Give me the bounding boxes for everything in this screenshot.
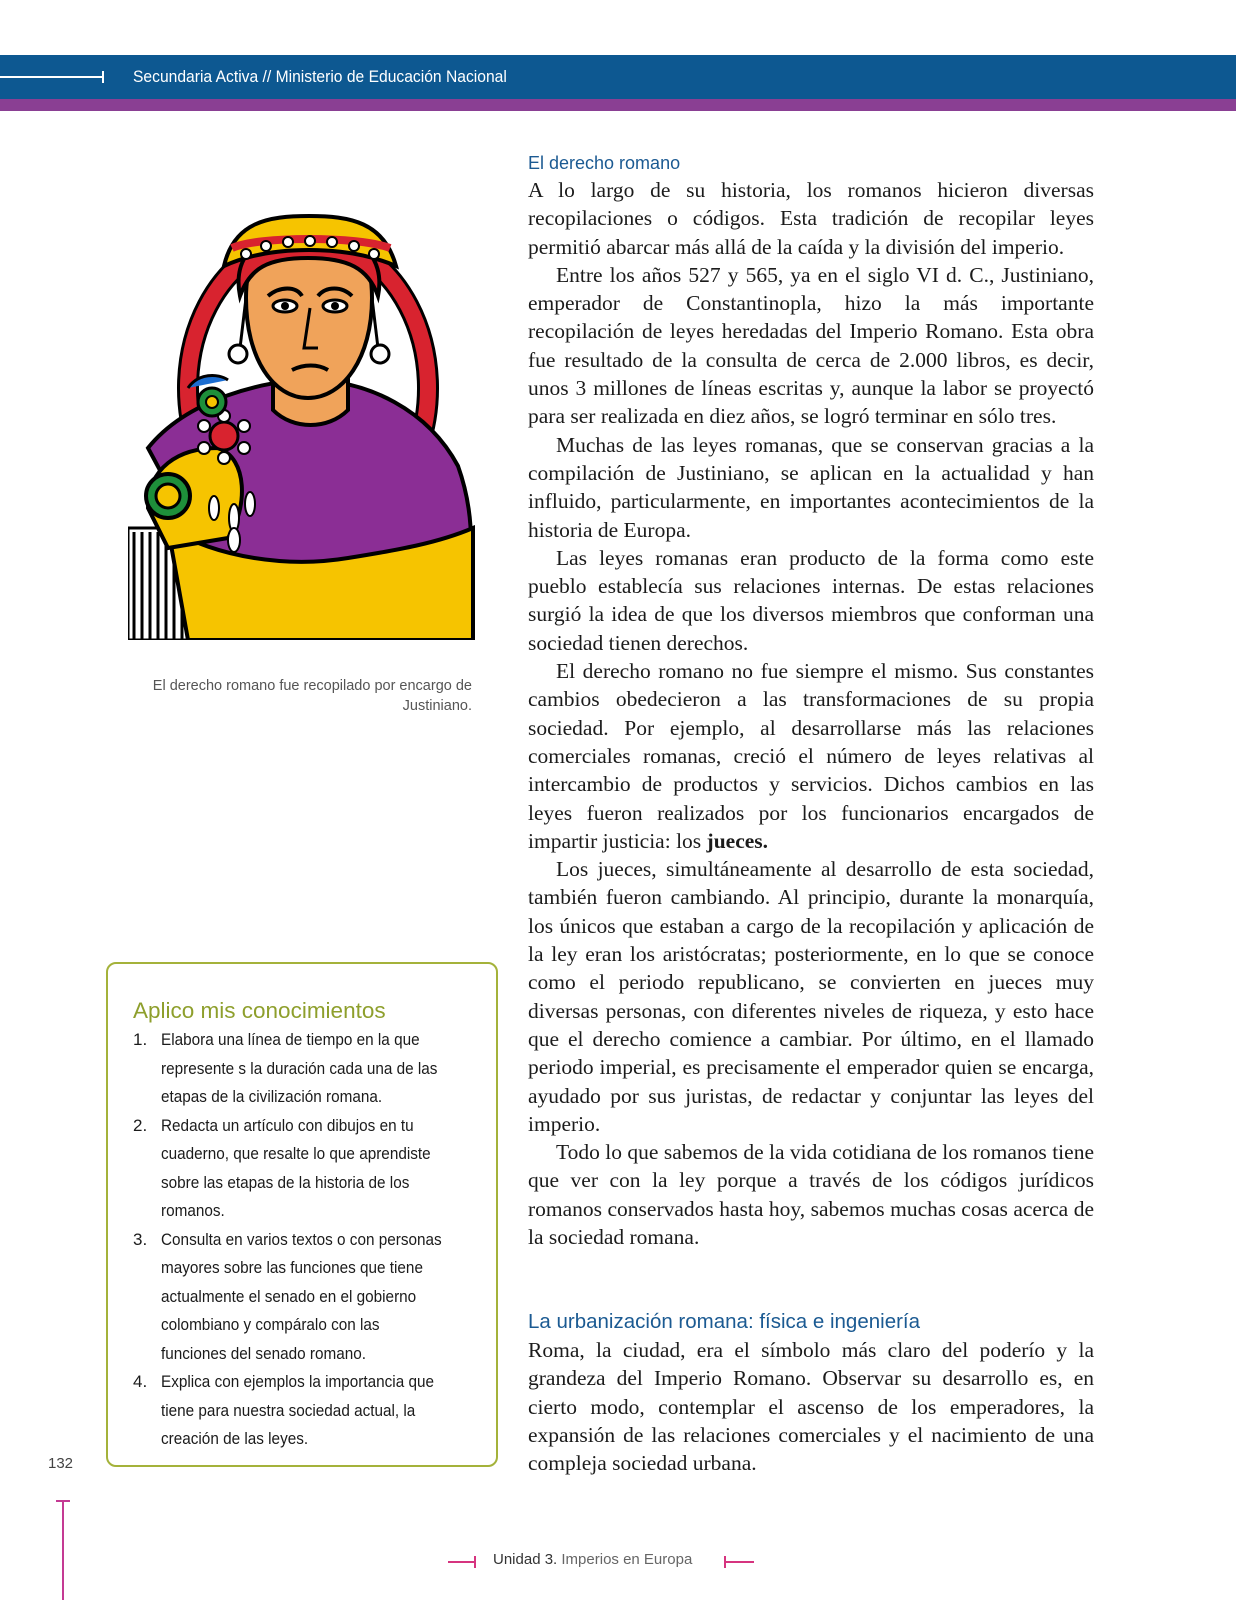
activity-item [133,1026,493,1112]
footer-rule-right-tick [724,1556,726,1568]
paragraph [528,657,1094,855]
activity-item [133,1226,493,1369]
section-title: El derecho romano [528,153,681,173]
paragraph: Los jueces, simultáneamente al desarrollo de esta sociedad, también fueron cambiando. Al principio, durante la monarquía, los únicos que estaban a cargo de la recopilación y aplicación de la ley eran los aristócratas; posteriormente, en lo que se conoce como el periodo republicano, se convierten en jueces muy diversas personas, con diferentes niveles de riqueza, y esto hace que el derecho comience a cambiar. Por último, en el llamado periodo imperial, es precisamente el emperador quien se encarga, ayudado por sus juristas, de redactar y conjuntar las leyes del imperio. [528,857,1094,1136]
activity-list [133,1026,493,1454]
footer-unit-title: Imperios en Europa [561,1551,693,1568]
header-rule [0,76,103,78]
paragraph-text: El derecho romano no fue siempre el mismo. Sus constantes cambios obedecieron a las transformaciones de su propia sociedad. Por ejemplo, al desarrollarse más las relaciones comerciales romanas, creció el número de leyes relativas al intercambio de productos y servicios. Dichos cambios en las leyes fueron realizados por los funcionarios encargados de impartir justicia: los [528,659,1094,853]
figure-caption: El derecho romano fue recopilado por encargo de Justiniano. [152,678,472,714]
paragraph: Todo lo que sabemos de la vida cotidiana de los romanos tiene que ver con la ley porque a través de los códigos jurídicos romanos conservados hasta hoy, sabemos muchas cosas acerca de la sociedad romana. [528,1140,1094,1249]
header-stripe [0,99,1236,111]
paragraph: Entre los años 527 y 565, ya en el siglo VI d. C., Justiniano, emperador de Constantinopla, hizo la más importante recopilación de leyes heredadas del Imperio Romano. Esta obra fue resultado de la consulta de cerca de 2.000 libros, es decir, unos 3 millones de líneas escritas y, aunque la labor se proyectó para ser realizada en diez años, se logró terminar en sólo tres. [528,262,1094,429]
activity-item-text: Elabora una línea de tiempo en la que represente s la duración cada una de las etapas de la civilización romana. [161,1030,438,1106]
footer [448,1549,788,1571]
activity-item-number: 2. [133,1115,148,1135]
page-number: 132 [48,1455,74,1472]
activity-item [133,1112,493,1226]
paragraph: A lo largo de su historia, los romanos hicieron diversas recopilaciones o códigos. Esta tradición de recopilar leyes permitió abarcar más allá de la caída y la división del imperio. [528,178,1094,259]
activity-title: Aplico mis conocimientos [133,998,386,1023]
footer-unit-label: Unidad 3. [493,1551,558,1568]
activity-item-text: Explica con ejemplos la importancia que tiene para nuestra sociedad actual, la creación de las leyes. [161,1372,434,1448]
justinian-illustration [128,148,485,640]
paragraph: Las leyes romanas eran producto de la forma como este pueblo establecía sus relaciones internas. De estas relaciones surgió la idea de que los diversos miembros que conforman una sociedad tienen derechos. [528,545,1094,655]
header-rule-tick [102,71,104,83]
activity-item-text: Redacta un artículo con dibujos en tu cuaderno, que resalte lo que aprendiste sobre las etapas de la historia de los romanos. [161,1115,431,1220]
margin-rule-tick [56,1500,70,1502]
footer-rule-right [724,1561,754,1563]
bold-term: jueces. [706,828,769,853]
paragraph: Roma, la ciudad, era el símbolo más claro del poderío y la grandeza del Imperio Romano. Observar su desarrollo es, en cierto modo, contemplar el ascenso de los emperadores, la expansión de las relaciones comerciales y el nacimiento de una compleja sociedad urbana. [528,1338,1094,1476]
activity-item-text: Consulta en varios textos o con personas mayores sobre las funciones que tiene actualmente el senado en el gobierno colombiano y compáralo con las funciones del senado romano. [161,1229,442,1363]
margin-rule [62,1500,64,1600]
footer-rule-left-tick [474,1556,476,1568]
footer-unit [493,1549,692,1571]
section-body-2 [528,1336,1094,1477]
paragraph: Muchas de las leyes romanas, que se conservan gracias a la compilación de Justiniano, se aplican en la actualidad y han influido, particularmente, en importantes acontecimientos de la historia de Europa. [528,432,1094,542]
footer-rule-left [448,1561,476,1563]
activity-item-number: 3. [133,1229,148,1249]
section-title-2: La urbanización romana: física e ingeniería [528,1310,921,1333]
activity-item-number: 4. [133,1372,148,1391]
activity-item [133,1368,493,1454]
header-title: Secundaria Activa // Ministerio de Educación Nacional [133,67,507,86]
activity-item-number: 1. [133,1030,148,1049]
section-body [528,176,1094,1251]
